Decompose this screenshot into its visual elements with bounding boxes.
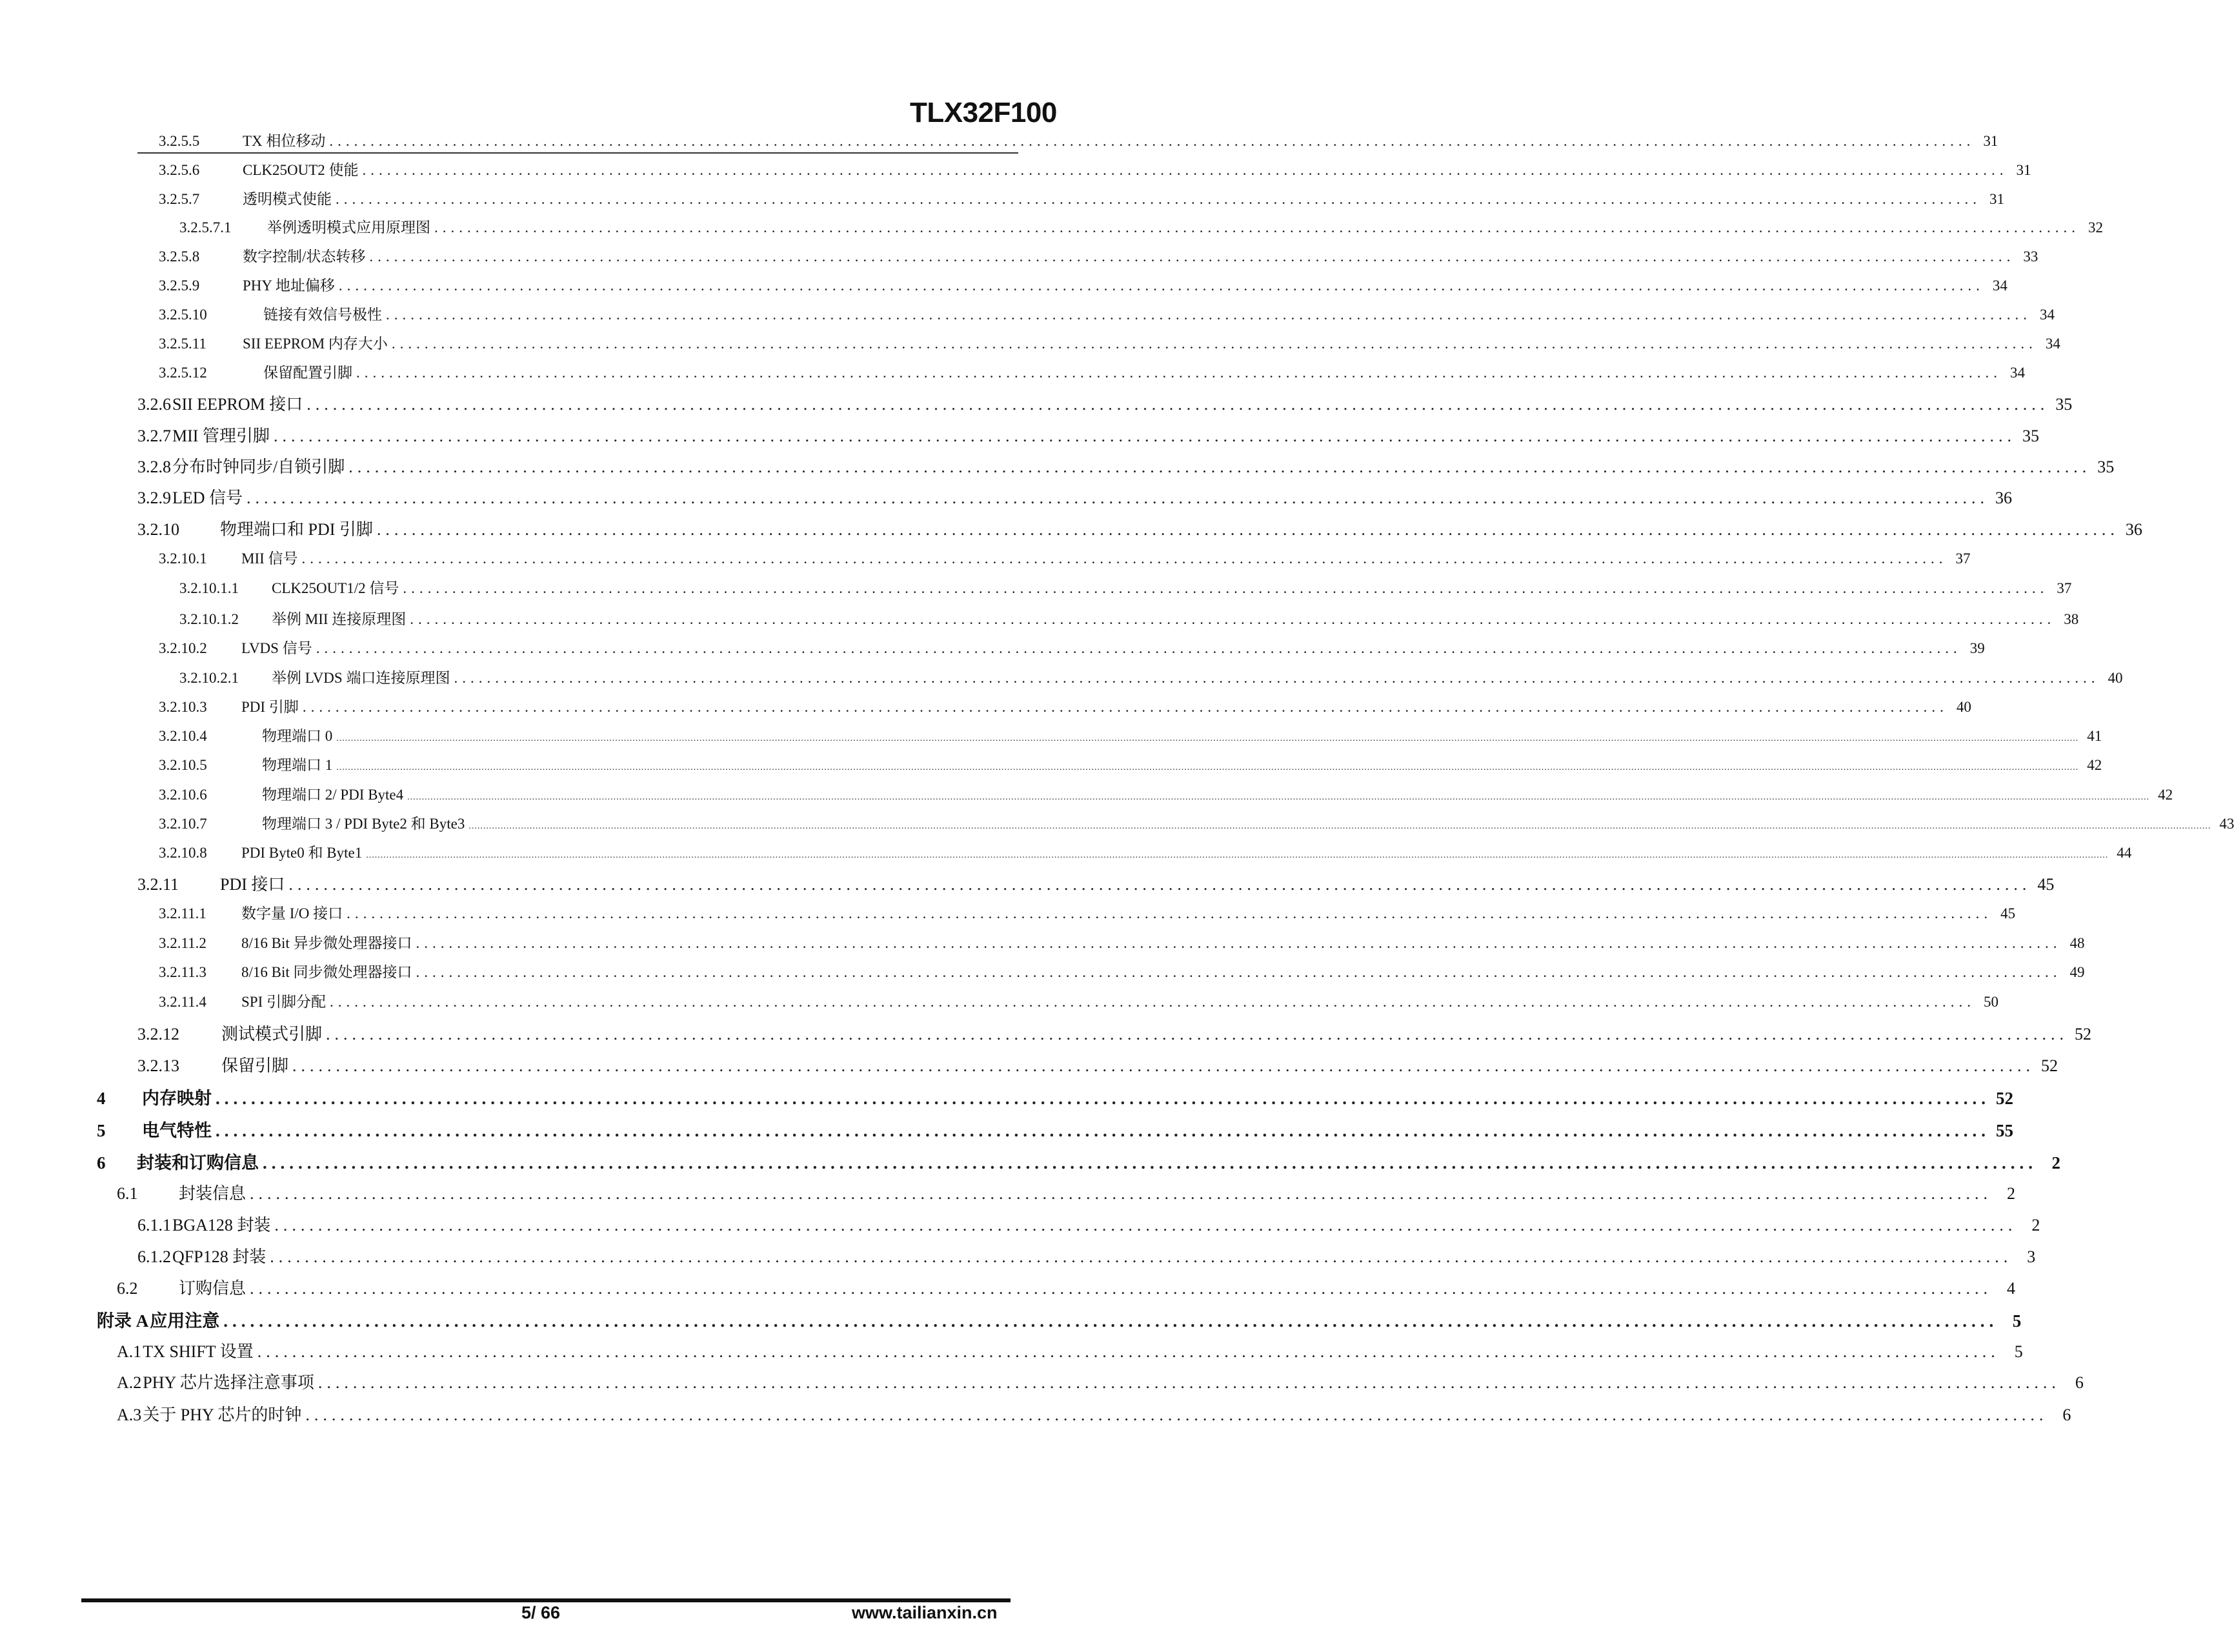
- toc-section-title: TX 相位移动: [243, 133, 326, 149]
- toc-section-number: 3.2.5.9: [159, 277, 200, 294]
- toc-dot-leader: ........................................................................................................................................................................................................: [410, 611, 2056, 627]
- toc-page-number: 48: [2069, 935, 2085, 951]
- toc-dot-leader: ........................................................................................................................................................................................................: [263, 1153, 2037, 1173]
- toc-page-number: 41: [2087, 728, 2102, 744]
- toc-dot-leader: ........................................................................................................................................................................................................: [250, 1184, 1993, 1203]
- toc-section-number: 3.2.10.8: [159, 845, 207, 861]
- toc-section-title: 分布时钟同步/自锁引脚: [172, 458, 345, 476]
- toc-entry[interactable]: [137, 1053, 2058, 1078]
- toc-section-title: PHY 芯片选择注意事项: [143, 1373, 314, 1392]
- toc-section-title: TX SHIFT 设置: [143, 1342, 254, 1361]
- toc-page-number: 40: [2108, 670, 2123, 686]
- toc-entry[interactable]: [137, 423, 2039, 448]
- toc-page-number: 36: [2125, 520, 2142, 539]
- toc-section-title: 8/16 Bit 同步微处理器接口: [241, 964, 412, 980]
- toc-entry[interactable]: [159, 129, 1998, 155]
- toc-section-number: 3.2.10.1.1: [179, 580, 239, 596]
- toc-dot-leader: ........................................................................................................................................................................................................: [336, 191, 1981, 207]
- toc-section-number: 3.2.10.2: [159, 640, 207, 656]
- toc-dot-leader: ........................................................................................................................................................................................................: [348, 458, 2091, 476]
- toc-page-number: 37: [2057, 580, 2072, 596]
- toc-page-number: 32: [2088, 219, 2103, 236]
- toc-section-title: 物理端口 3 / PDI Byte2 和 Byte3: [262, 816, 465, 832]
- toc-section-title: 物理端口 1: [262, 757, 333, 773]
- toc-section-number: 3.2.10.3: [159, 699, 207, 715]
- toc-entry[interactable]: [137, 1212, 2040, 1238]
- toc-dot-leader: ........................................................................................................................................................................................................: [416, 935, 2062, 951]
- toc-section-title: 封装信息: [179, 1184, 247, 1203]
- toc-page-number: 31: [2016, 162, 2031, 178]
- toc-section-title: 电气特性: [142, 1121, 212, 1140]
- toc-entry[interactable]: [159, 960, 2085, 986]
- toc-dot-leader: ........................................................................................................................................................................................................: [292, 1056, 2035, 1075]
- toc-entry[interactable]: [137, 485, 2013, 510]
- toc-entry[interactable]: [137, 1021, 2092, 1047]
- toc-page-number: 35: [2097, 458, 2115, 476]
- toc-entry[interactable]: [159, 332, 2060, 358]
- toc-section-number: 3.2.10: [137, 520, 179, 539]
- toc-section-title: 8/16 Bit 异步微处理器接口: [241, 935, 412, 951]
- toc-section-number: 3.2.13: [137, 1056, 179, 1075]
- toc-dot-leader: ........................................................................................................................................................................................................: [216, 1121, 1990, 1140]
- toc-dot-leader: ........................................................................................................................................................................................................: [250, 1279, 1993, 1298]
- toc-dot-leader: ........................................................................................................................................................................................................: [247, 489, 1989, 507]
- toc-section-title: PHY 地址偏移: [243, 277, 335, 294]
- toc-dot-leader: ........................................................................................................................................................................................................: [301, 550, 1947, 567]
- toc-entry[interactable]: [179, 576, 2072, 602]
- toc-page-number: 37: [1955, 550, 1971, 567]
- toc-section-title: 举例 LVDS 端口连接原理图: [272, 670, 450, 686]
- toc-section-title: PDI 接口: [220, 875, 285, 894]
- toc-section-title: CLK25OUT1/2 信号: [272, 580, 399, 596]
- toc-section-title: 封装和订购信息: [137, 1153, 259, 1173]
- toc-section-number: 3.2.7: [137, 427, 171, 445]
- toc-section-number: 3.2.11: [137, 875, 179, 894]
- toc-section-number: 3.2.5.7: [159, 191, 200, 207]
- toc-dot-leader: ........................................................................................................................................................................................................................................................................................................................................................................................................................................................................................................................................................................................................................: [468, 821, 2211, 831]
- document-title: TLX32F100: [910, 97, 1057, 128]
- toc-page-number: 38: [2064, 611, 2079, 627]
- toc-page-number: 31: [1989, 191, 2004, 207]
- toc-entry[interactable]: [117, 1402, 2071, 1427]
- toc-section-number: 3.2.5.11: [159, 336, 206, 352]
- toc-dot-leader: ........................................................................................................................................................................................................: [274, 1216, 2017, 1234]
- toc-page-number: 34: [2010, 365, 2025, 381]
- toc-section-number: 3.2.11.1: [159, 905, 206, 922]
- toc-page-number: 5: [2012, 1311, 2022, 1331]
- toc-dot-leader: ........................................................................................................................................................................................................: [223, 1311, 1998, 1331]
- toc-page-number: 49: [2069, 964, 2085, 980]
- toc-dot-leader: ........................................................................................................................................................................................................: [369, 248, 2015, 265]
- toc-entry[interactable]: [159, 753, 2102, 779]
- toc-dot-leader: ........................................................................................................................................................................................................................................................................................................................................................................................................................................................................................................................................................................................................................: [336, 763, 2079, 772]
- toc-section-number: A.1: [117, 1342, 142, 1361]
- toc-section-title: LVDS 信号: [241, 640, 312, 656]
- toc-entry[interactable]: [159, 245, 2038, 270]
- toc-page-number: 55: [1996, 1121, 2013, 1140]
- toc-dot-leader: ........................................................................................................................................................................................................: [347, 905, 1993, 922]
- toc-entry[interactable]: [159, 361, 2025, 387]
- toc-dot-leader: ........................................................................................................................................................................................................: [362, 162, 2008, 178]
- website-url: www.tailianxin.cn: [852, 1603, 998, 1622]
- toc-section-title: 订购信息: [179, 1279, 247, 1298]
- toc-page-number: 34: [1992, 277, 2008, 294]
- toc-page-number: 43: [2219, 816, 2234, 832]
- toc-dot-leader: ........................................................................................................................................................................................................: [403, 580, 2049, 596]
- toc-entry[interactable]: [137, 871, 2055, 897]
- toc-section-number: 3.2.10.1: [159, 550, 207, 567]
- toc-section-title: LED 信号: [172, 489, 243, 507]
- toc-page-number: 42: [2158, 787, 2173, 803]
- toc-section-number: 3.2.5.8: [159, 248, 200, 265]
- toc-page-number: 33: [2023, 248, 2038, 265]
- toc-entry[interactable]: [117, 1338, 2023, 1364]
- toc-entry[interactable]: [179, 607, 2079, 633]
- toc-entry[interactable]: [159, 636, 1985, 662]
- toc-section-number: 3.2.11.3: [159, 964, 206, 980]
- toc-page-number: 6: [2062, 1405, 2071, 1424]
- toc-dot-leader: ........................................................................................................................................................................................................: [302, 699, 1948, 715]
- toc-entry[interactable]: [97, 1149, 2060, 1174]
- toc-section-number: 3.2.9: [137, 489, 171, 507]
- toc-section-title: SII EEPROM 内存大小: [243, 336, 388, 352]
- toc-section-title: MII 信号: [241, 550, 298, 567]
- toc-section-title: 举例透明模式应用原理图: [267, 219, 430, 236]
- toc-entry[interactable]: [97, 1307, 2022, 1333]
- toc-section-title: 关于 PHY 芯片的时钟: [143, 1405, 302, 1424]
- toc-section-title: 链接有效信号极性: [263, 307, 382, 323]
- toc-section-title: 应用注意: [150, 1311, 220, 1331]
- toc-dot-leader: ........................................................................................................................................................................................................: [454, 670, 2100, 686]
- toc-entry[interactable]: [159, 724, 2102, 750]
- toc-page-number: 5: [2014, 1342, 2023, 1361]
- toc-section-title: 物理端口和 PDI 引脚: [220, 520, 373, 539]
- toc-entry[interactable]: [159, 695, 1971, 721]
- toc-section-number: 3.2.5.10: [159, 307, 207, 323]
- toc-section-number: 3.2.11.4: [159, 994, 206, 1010]
- toc-section-title: 数字控制/状态转移: [243, 248, 366, 265]
- toc-entry[interactable]: [159, 187, 2004, 213]
- toc-section-title: SPI 引脚分配: [241, 994, 326, 1010]
- toc-dot-leader: ........................................................................................................................................................................................................: [316, 640, 1962, 656]
- toc-dot-leader: ........................................................................................................................................................................................................: [326, 1025, 2069, 1043]
- toc-entry[interactable]: [159, 547, 1971, 572]
- toc-dot-leader: ........................................................................................................................................................................................................: [273, 427, 2016, 445]
- toc-dot-leader: ........................................................................................................................................................................................................: [216, 1089, 1990, 1108]
- toc-entry[interactable]: [117, 1369, 2084, 1395]
- toc-entry[interactable]: [159, 931, 2085, 957]
- toc-section-number: 3.2.8: [137, 458, 171, 476]
- toc-section-number: 3.2.10.4: [159, 728, 207, 744]
- footer-rule: [81, 1598, 1011, 1602]
- toc-section-number: 3.2.5.12: [159, 365, 207, 381]
- toc-dot-leader: ........................................................................................................................................................................................................: [288, 875, 2031, 894]
- toc-page-number: 45: [2037, 875, 2055, 894]
- toc-entry[interactable]: [137, 454, 2115, 479]
- toc-entry[interactable]: [159, 158, 2031, 184]
- toc-section-title: SII EEPROM 接口: [172, 395, 303, 414]
- toc-section-title: PDI 引脚: [241, 699, 299, 715]
- toc-dot-leader: ........................................................................................................................................................................................................: [307, 395, 2049, 414]
- toc-page-number: 31: [1983, 133, 1998, 149]
- toc-section-title: MII 管理引脚: [172, 427, 270, 445]
- toc-page-number: 52: [1996, 1089, 2013, 1108]
- toc-dot-leader: ........................................................................................................................................................................................................: [305, 1405, 2048, 1424]
- toc-page-number: 34: [2045, 336, 2060, 352]
- toc-section-title: 数字量 I/O 接口: [241, 905, 343, 922]
- toc-section-number: 3.2.6: [137, 395, 171, 414]
- toc-page-number: 39: [1969, 640, 1985, 656]
- toc-page-number: 6: [2075, 1373, 2084, 1392]
- toc-section-title: QFP128 封装: [172, 1247, 267, 1266]
- toc-section-number: 3.2.12: [137, 1025, 179, 1043]
- toc-dot-leader: ........................................................................................................................................................................................................................................................................................................................................................................................................................................................................................................................................................................................................................: [407, 792, 2150, 802]
- toc-section-title: 测试模式引脚: [221, 1025, 323, 1043]
- toc-page-number: 35: [2055, 395, 2073, 414]
- toc-page-number: 35: [2022, 427, 2039, 445]
- toc-page-number: 42: [2087, 757, 2102, 773]
- toc-section-number: A.3: [117, 1405, 142, 1424]
- toc-dot-leader: ........................................................................................................................................................................................................: [257, 1342, 2000, 1361]
- toc-page-number: 2: [2031, 1216, 2040, 1234]
- toc-page-number: 52: [2041, 1056, 2058, 1075]
- toc-dot-leader: ........................................................................................................................................................................................................: [317, 1373, 2060, 1392]
- page-number: 5/ 66: [521, 1603, 561, 1622]
- toc-entry[interactable]: [137, 516, 2142, 542]
- toc-section-number: 附录 A: [97, 1311, 149, 1331]
- toc-dot-leader: ........................................................................................................................................................................................................: [376, 520, 2119, 539]
- toc-page-number: 36: [1995, 489, 2013, 507]
- toc-section-title: 透明模式使能: [243, 191, 332, 207]
- toc-section-title: PDI Byte0 和 Byte1: [241, 845, 363, 861]
- toc-section-title: 物理端口 0: [262, 728, 333, 744]
- toc-dot-leader: ........................................................................................................................................................................................................: [434, 219, 2080, 236]
- toc-section-number: 3.2.5.7.1: [179, 219, 232, 236]
- toc-section-number: 3.2.10.7: [159, 816, 207, 832]
- toc-entry[interactable]: [97, 1084, 2013, 1110]
- toc-dot-leader: ........................................................................................................................................................................................................: [330, 994, 1975, 1010]
- toc-section-number: 6: [97, 1153, 106, 1173]
- toc-section-title: 物理端口 2/ PDI Byte4: [262, 787, 404, 803]
- toc-dot-leader: ........................................................................................................................................................................................................: [356, 365, 2002, 381]
- toc-entry[interactable]: [159, 274, 2008, 299]
- toc-section-title: 保留引脚: [221, 1056, 289, 1075]
- toc-entry[interactable]: [159, 303, 2055, 328]
- toc-dot-leader: ........................................................................................................................................................................................................................................................................................................................................................................................................................................................................................................................................................................................................................: [336, 734, 2079, 743]
- toc-section-number: 3.2.5.6: [159, 162, 200, 178]
- toc-section-number: 5: [97, 1121, 106, 1140]
- toc-dot-leader: ........................................................................................................................................................................................................: [391, 336, 2037, 352]
- toc-entry[interactable]: [179, 216, 2103, 241]
- toc-section-number: 3.2.10.1.2: [179, 611, 239, 627]
- toc-dot-leader: ........................................................................................................................................................................................................: [416, 964, 2062, 980]
- toc-page-number: 44: [2117, 845, 2132, 861]
- toc-dot-leader: ........................................................................................................................................................................................................: [329, 133, 1975, 149]
- toc-page-number: 45: [2000, 905, 2016, 922]
- toc-section-number: 6.1: [117, 1184, 138, 1203]
- toc-entry[interactable]: [137, 1244, 2036, 1269]
- toc-section-title: BGA128 封装: [172, 1216, 271, 1234]
- toc-entry[interactable]: [159, 812, 2234, 838]
- toc-entry[interactable]: [117, 1180, 2016, 1206]
- toc-entry[interactable]: [97, 1116, 2013, 1142]
- toc-page-number: 34: [2040, 307, 2055, 323]
- toc-dot-leader: ........................................................................................................................................................................................................: [270, 1247, 2013, 1266]
- toc-section-title: 举例 MII 连接原理图: [272, 611, 407, 627]
- toc-page-number: 3: [2027, 1247, 2036, 1266]
- toc-page-number: 52: [2075, 1025, 2092, 1043]
- toc-section-number: 6.1.2: [137, 1247, 171, 1266]
- toc-page-number: 2: [2007, 1184, 2016, 1203]
- toc-page-number: 40: [1956, 699, 1971, 715]
- toc-entry[interactable]: [159, 990, 1998, 1016]
- toc-dot-leader: ........................................................................................................................................................................................................: [386, 307, 2031, 323]
- toc-section-number: 3.2.5.5: [159, 133, 200, 149]
- toc-section-number: A.2: [117, 1373, 142, 1392]
- toc-section-number: 3.2.10.5: [159, 757, 207, 773]
- toc-page-number: 50: [1984, 994, 1998, 1010]
- toc-section-number: 6.2: [117, 1279, 138, 1298]
- toc-entry[interactable]: [117, 1275, 2016, 1301]
- toc-dot-leader: ........................................................................................................................................................................................................................................................................................................................................................................................................................................................................................................................................................................................................................: [366, 851, 2109, 860]
- toc-section-number: 3.2.10.6: [159, 787, 207, 803]
- toc-entry[interactable]: [159, 783, 2173, 809]
- toc-page-number: 4: [2007, 1279, 2016, 1298]
- toc-section-title: CLK25OUT2 使能: [243, 162, 359, 178]
- toc-section-number: 4: [97, 1089, 106, 1108]
- toc-section-number: 6.1.1: [137, 1216, 171, 1234]
- toc-entry[interactable]: [137, 391, 2073, 417]
- toc-entry[interactable]: [159, 902, 2016, 927]
- toc-entry[interactable]: [179, 666, 2123, 692]
- toc-section-title: 保留配置引脚: [263, 365, 352, 381]
- toc-section-title: 内存映射: [142, 1089, 212, 1108]
- toc-page-number: 2: [2051, 1153, 2060, 1173]
- toc-dot-leader: ........................................................................................................................................................................................................: [338, 277, 1984, 294]
- toc-entry[interactable]: [159, 841, 2132, 867]
- toc-section-number: 3.2.10.2.1: [179, 670, 239, 686]
- toc-section-number: 3.2.11.2: [159, 935, 206, 951]
